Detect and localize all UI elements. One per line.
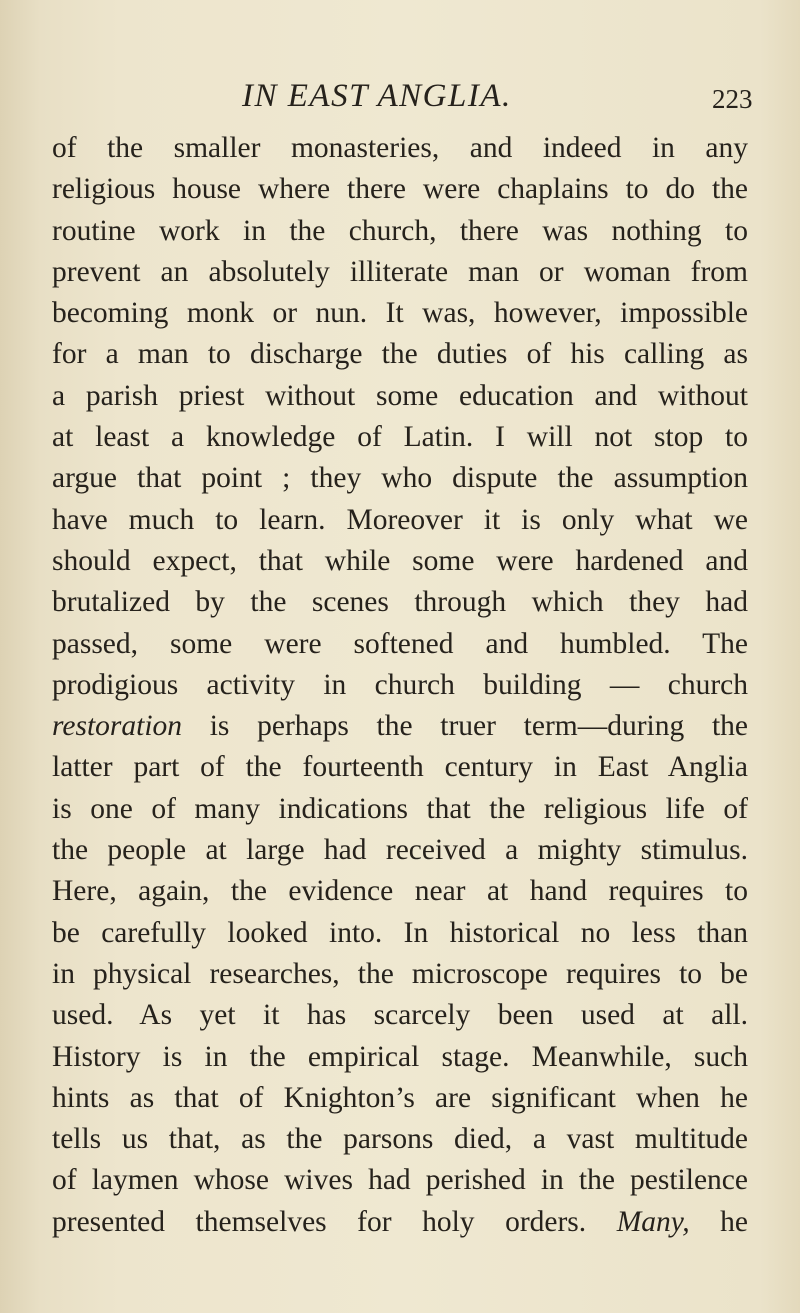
text-line: Here, again, the evidence near at hand requires to bbox=[52, 875, 748, 908]
text-line: prevent an absolutely illiterate man or woman from bbox=[52, 255, 748, 288]
text-line: tells us that, as the parsons died, a vast multitude bbox=[52, 1123, 748, 1156]
page-number: 223 bbox=[712, 84, 753, 114]
text-line: in physical researches, the microscope requires to be bbox=[52, 957, 748, 990]
text-line: have much to learn. Moreover it is only what we bbox=[52, 503, 748, 536]
text-line: a parish priest without some education and without bbox=[52, 379, 748, 412]
text-line: for a man to discharge the duties of his calling as bbox=[52, 338, 748, 371]
text-line: at least a knowledge of Latin. I will not stop to bbox=[52, 421, 748, 454]
text-line: becoming monk or nun. It was, however, impossible bbox=[52, 297, 748, 330]
running-title: IN EAST ANGLIA. bbox=[242, 78, 512, 114]
text-line: of laymen whose wives had perished in the pestilence bbox=[52, 1164, 748, 1197]
text-line: of the smaller monasteries, and indeed in any bbox=[52, 132, 748, 164]
body-text bbox=[52, 128, 748, 1243]
text-line: religious house where there were chaplains to do the bbox=[52, 173, 748, 206]
text-line: be carefully looked into. In historical no less than bbox=[52, 916, 748, 949]
text-line: passed, some were softened and humbled. The bbox=[52, 627, 748, 660]
running-head bbox=[0, 78, 800, 118]
text-line: presented themselves for holy orders. Many, he bbox=[52, 1205, 748, 1238]
text-line: used. As yet it has scarcely been used at all. bbox=[52, 999, 748, 1032]
text-line: routine work in the church, there was nothing to bbox=[52, 214, 748, 247]
text-line: is one of many indications that the religious life of bbox=[52, 792, 748, 825]
text-line: prodigious activity in church building — church bbox=[52, 668, 748, 701]
italic-word: restoration bbox=[52, 710, 183, 743]
text-line: restoration is perhaps the truer term—during the bbox=[52, 710, 748, 743]
text-line: History is in the empirical stage. Meanwhile, such bbox=[52, 1040, 748, 1073]
text-line: brutalized by the scenes through which they had bbox=[52, 586, 748, 619]
text-line: latter part of the fourteenth century in East Anglia bbox=[52, 751, 748, 784]
text-line: hints as that of Knighton’s are significant when he bbox=[52, 1081, 748, 1114]
text-line: should expect, that while some were hardened and bbox=[52, 544, 748, 577]
text-line: argue that point ; they who dispute the assumption bbox=[52, 462, 748, 495]
italic-word: Many, bbox=[616, 1205, 690, 1238]
text-line: the people at large had received a mighty stimulus. bbox=[52, 834, 748, 867]
